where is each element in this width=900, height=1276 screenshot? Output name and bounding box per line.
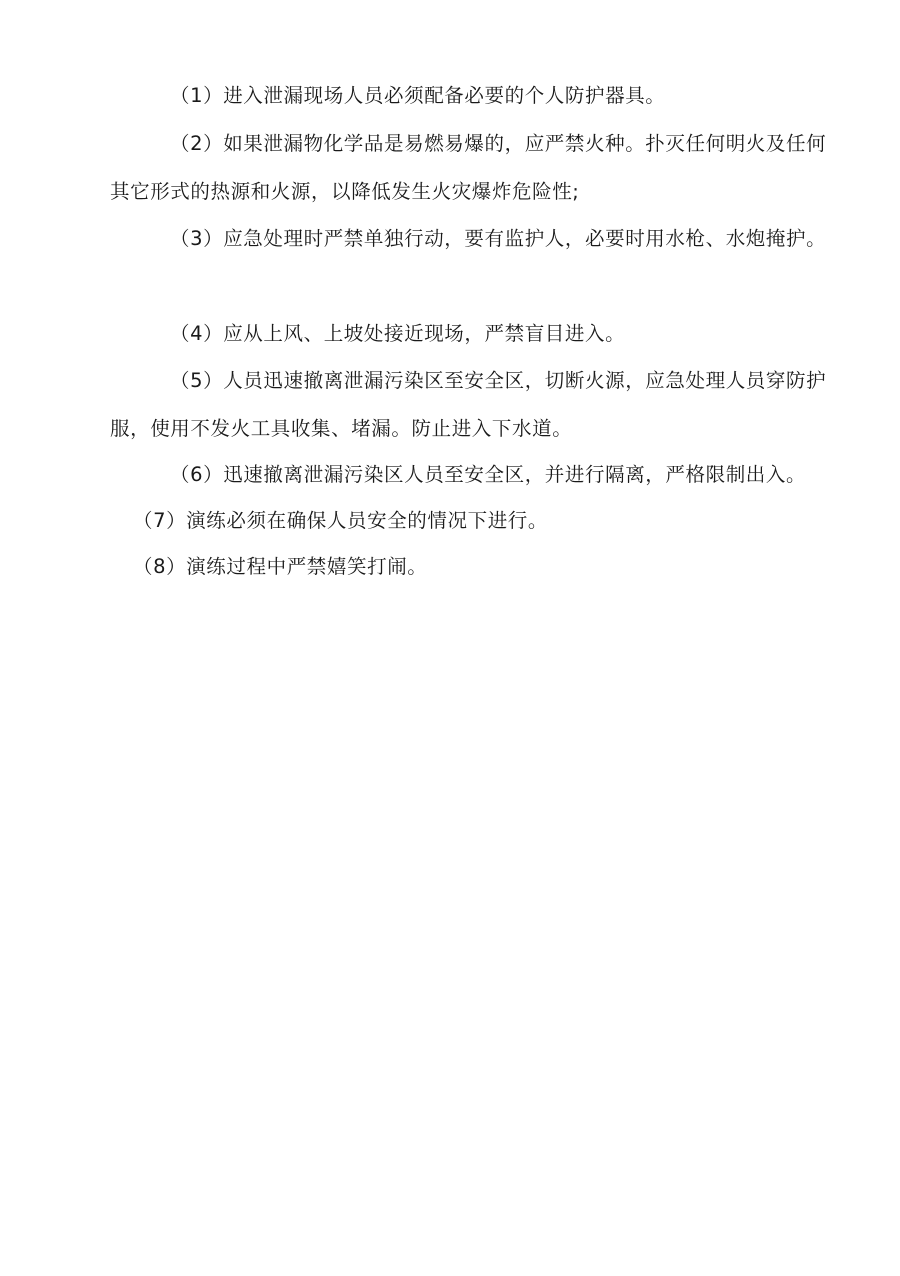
paragraph-text-2: （2）如果泄漏物化学品是易燃易爆的，应严禁火种。扑灭任何明火及任何其它形式的热源和火源，以降低发生火灾爆炸危险性; (110, 132, 827, 203)
paragraph-item-8 (133, 543, 851, 591)
paragraph-item-4 (110, 310, 828, 358)
paragraph-item-2 (110, 120, 828, 216)
paragraph-text-5: （5）人员迅速撤离泄漏污染区至安全区，切断火源，应急处理人员穿防护服，使用不发火工具收集、堵漏。防止进入下水道。 (110, 369, 827, 440)
paragraph-item-1 (110, 72, 828, 120)
paragraph-item-5 (110, 357, 828, 453)
paragraph-text-6: （6）迅速撤离泄漏污染区人员至安全区，并进行隔离，严格限制出入。 (170, 463, 807, 486)
paragraph-text-7: （7）演练必须在确保人员安全的情况下进行。 (133, 509, 549, 532)
paragraph-text-3: （3）应急处理时严禁单独行动，要有监护人，必要时用水枪、水炮掩护。 (170, 227, 827, 250)
paragraph-text-1: （1）进入泄漏现场人员必须配备必要的个人防护器具。 (170, 84, 666, 107)
paragraph-item-7 (133, 497, 851, 545)
paragraph-text-4: （4）应从上风、上坡处接近现场，严禁盲目进入。 (170, 322, 626, 345)
paragraph-item-3 (110, 215, 828, 263)
paragraph-text-8: （8）演练过程中严禁嬉笑打闹。 (133, 555, 428, 578)
paragraph-item-6 (110, 451, 828, 499)
